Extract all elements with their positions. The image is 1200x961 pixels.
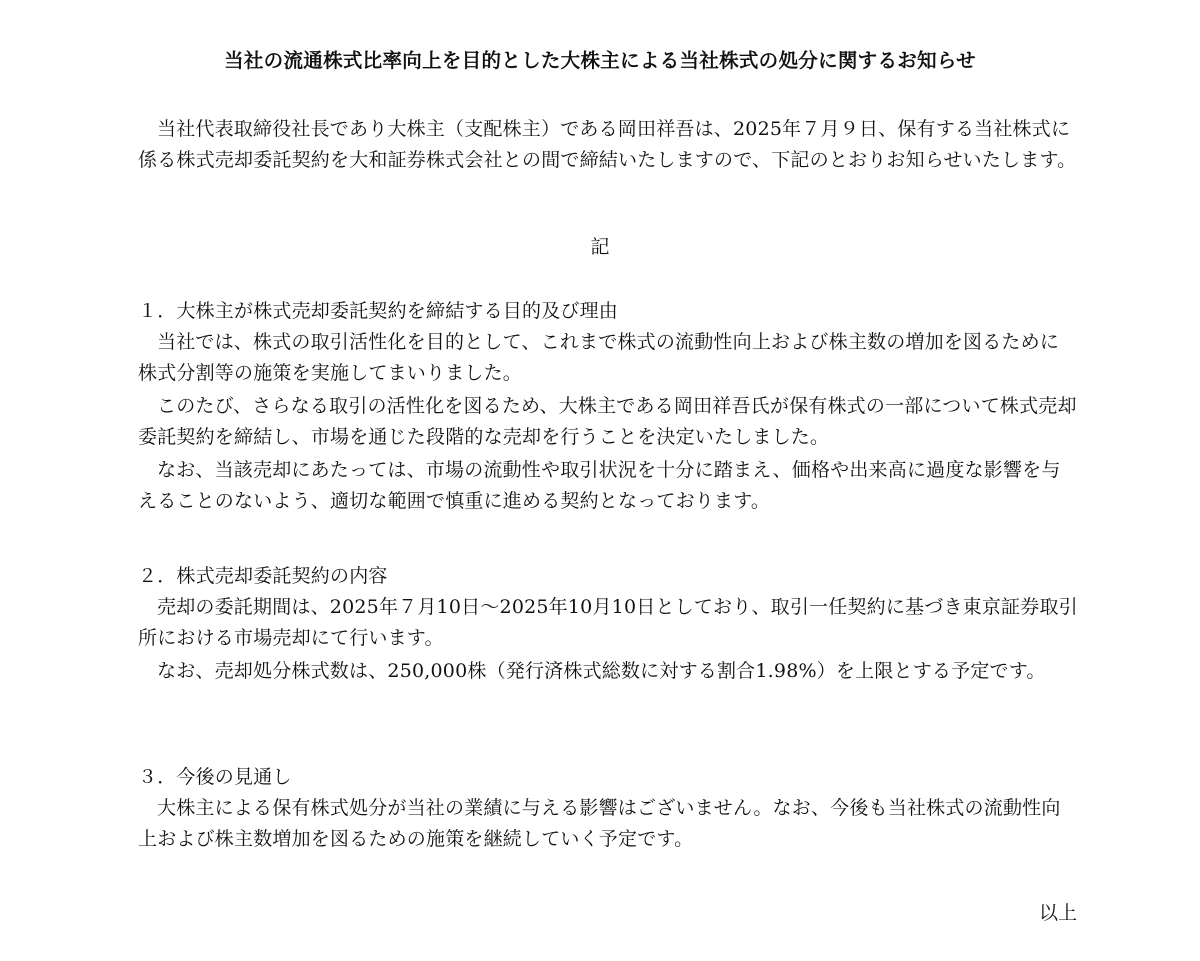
section-1 [138,296,1078,517]
section-3-heading: ３．今後の見通し [138,766,292,788]
intro-block [138,114,1078,176]
document-title: 当社の流通株式比率向上を目的とした大株主による当社株式の処分に関するお知らせ [224,49,976,72]
section-2-heading: ２．株式売却委託契約の内容 [138,565,388,587]
section-2-paragraph-2: なお、売却処分株式数は、250,000株（発行済株式総数に対する割合1.98%）を上限とする予定です。 [157,660,1046,682]
closing-mark: 以上 [1038,902,1077,924]
intro-paragraph: 当社代表取締役社長であり大株主（支配株主）である岡田祥吾は、2025年７月９日、保有する当社株式に係る株式売却委託契約を大和証券株式会社との間で締結いたしますので、下記のとおりお知らせいたします。 [138,118,1077,171]
section-2 [138,561,1078,687]
section-3-paragraph-1: 大株主による保有株式処分が当社の業績に与える影響はございません。なお、今後も当社株式の流動性向上および株主数増加を図るための施策を継続していく予定です。 [138,797,1061,850]
section-1-heading: １．大株主が株式売却委託契約を締結する目的及び理由 [138,300,619,322]
section-2-paragraph-1: 売却の委託期間は、2025年７月10日～2025年10月10日としており、取引一任契約に基づき東京証券取引所における市場売却にて行います。 [138,596,1078,649]
section-1-paragraph-3: なお、当該売却にあたっては、市場の流動性や取引状況を十分に踏まえ、価格や出来高に過度な影響を与えることのないよう、適切な範囲で慎重に進める契約となっております。 [138,459,1061,512]
section-1-paragraph-1: 当社では、株式の取引活性化を目的として、これまで株式の流動性向上および株主数の増加を図るために株式分割等の施策を実施してまいりました。 [138,331,1060,384]
section-3 [138,762,1078,855]
section-1-paragraph-2: このたび、さらなる取引の活性化を図るため、大株主である岡田祥吾氏が保有株式の一部について株式売却委託契約を締結し、市場を通じた段階的な売却を行うことを決定いたしました。 [138,395,1077,448]
ki-marker: 記 [590,236,610,258]
